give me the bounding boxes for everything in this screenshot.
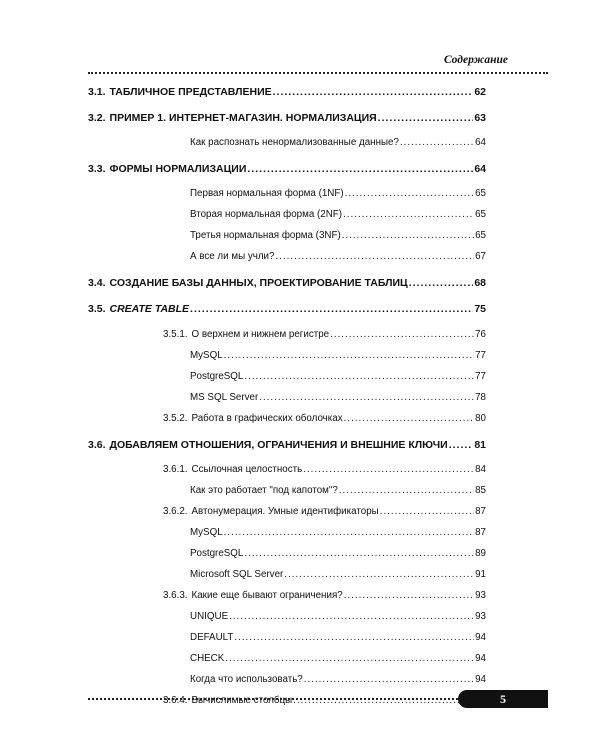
toc-entry-text: ПРИМЕР 1. ИНТЕРНЕТ-МАГАЗИН. НОРМАЛИЗАЦИЯ (109, 112, 377, 124)
page-number-badge: 5 (458, 690, 548, 708)
toc-entry-page: 64 (475, 137, 486, 148)
toc-entry-number: 3.4. (88, 277, 106, 289)
toc-dot-leader (339, 485, 474, 496)
toc-section-entry (190, 485, 486, 496)
toc-dot-leader (342, 230, 474, 241)
toc-entry-page: 94 (475, 632, 486, 643)
toc-entry-text: Работа в графических оболочках (191, 413, 343, 424)
toc-section-entry (163, 413, 486, 424)
toc-entry-number: 3.5.1. (163, 329, 188, 340)
toc-entry-title (190, 632, 233, 643)
toc-entry-text: СОЗДАНИЕ БАЗЫ ДАННЫХ, ПРОЕКТИРОВАНИЕ ТАБЛИЦ (109, 277, 408, 289)
toc-entry-text: Ссылочная целостность (191, 464, 303, 475)
toc-entry-page: 80 (475, 413, 486, 424)
toc-dot-leader (275, 251, 474, 262)
toc-entry-title (190, 371, 243, 382)
toc-entry-page: 64 (474, 163, 486, 175)
toc-entry-text: ТАБЛИЧНОЕ ПРЕДСТАВЛЕНИЕ (109, 86, 272, 98)
toc-entry-text: DEFAULT (190, 632, 234, 643)
toc-entry-page: 94 (475, 674, 486, 685)
toc-entry-text: Когда что использовать? (190, 674, 303, 685)
toc-entry-title (190, 569, 283, 580)
toc-entry-text: Вторая нормальная форма (2NF) (190, 209, 343, 220)
toc-dot-leader (303, 464, 474, 475)
toc-entry-page: 77 (475, 371, 486, 382)
toc-entry-text: Как распознать ненормализованные данные? (190, 137, 399, 148)
toc-dot-leader (344, 413, 474, 424)
toc-entry-title (190, 548, 243, 559)
toc-entry-text: Вычислимые столбцы (191, 695, 293, 706)
toc-entry-text: CREATE TABLE (109, 303, 190, 315)
toc-entry-page: 62 (474, 86, 486, 98)
toc-dot-leader (190, 303, 473, 315)
toc-dot-leader (330, 329, 474, 340)
toc-entry-number: 3.6.3. (163, 590, 188, 601)
toc-entry-number: 3.6.1. (163, 464, 188, 475)
toc-chapter-entry (88, 86, 486, 98)
toc-entry-text: MySQL (190, 350, 223, 361)
toc-section-entry (190, 137, 486, 148)
toc-entry-title (163, 590, 343, 601)
toc-dot-leader (229, 611, 474, 622)
toc-entry-text: MS SQL Server (190, 392, 259, 403)
toc-entry-title (190, 674, 303, 685)
toc-entry-number: 3.3. (88, 163, 106, 175)
toc-dot-leader (409, 277, 474, 289)
toc-entry-text: О верхнем и нижнем регистре (191, 329, 330, 340)
toc-dot-leader (273, 86, 474, 98)
toc-entry-page: 65 (475, 188, 486, 199)
toc-section-entry (163, 329, 486, 340)
toc-entry-page: 65 (475, 230, 486, 241)
toc-entry-title (88, 303, 189, 315)
toc-entry-text: Как это работает "под капотом"? (190, 485, 338, 496)
toc-entry-page: 76 (475, 329, 486, 340)
toc-section-entry (163, 590, 486, 601)
toc-entry-page: 87 (475, 527, 486, 538)
header-dotted-rule (88, 72, 548, 74)
toc-section-entry (190, 371, 486, 382)
toc-entry-title (190, 653, 224, 664)
toc-entry-text: MySQL (190, 527, 223, 538)
toc-entry-text: Первая нормальная форма (1NF) (190, 188, 344, 199)
toc-section-entry (190, 548, 486, 559)
toc-dot-leader (343, 209, 474, 220)
toc-entry-page: 65 (475, 209, 486, 220)
toc-entry-text: Третья нормальная форма (3NF) (190, 230, 341, 241)
toc-entry-page: 94 (475, 653, 486, 664)
toc-entry-text: PostgreSQL (190, 548, 244, 559)
toc-section-entry (190, 251, 486, 262)
toc-section-entry (190, 653, 486, 664)
toc-entry-page: 93 (475, 611, 486, 622)
toc-section-entry (190, 350, 486, 361)
toc-section-entry (190, 569, 486, 580)
toc-entry-number: 3.1. (88, 86, 106, 98)
toc-dot-leader (304, 674, 474, 685)
toc-entry-number: 3.6.4. (163, 695, 188, 706)
toc-chapter-entry (88, 163, 486, 175)
toc-entry-page: 87 (475, 506, 486, 517)
toc-entry-title (163, 413, 343, 424)
toc-entry-text: Автонумерация. Умные идентификаторы (191, 506, 379, 517)
toc-dot-leader (449, 439, 474, 451)
page-footer (88, 690, 550, 708)
toc-entry-title (88, 439, 448, 451)
toc-entry-title (190, 527, 223, 538)
toc-section-entry (190, 209, 486, 220)
footer-dotted-rule (88, 698, 458, 700)
toc-entry-page: 85 (475, 485, 486, 496)
toc-section-entry (190, 611, 486, 622)
toc-entry-text: PostgreSQL (190, 371, 244, 382)
toc-dot-leader (224, 350, 474, 361)
toc-dot-leader (345, 188, 474, 199)
toc-entry-title (190, 137, 399, 148)
toc-section-entry (190, 527, 486, 538)
toc-entry-page: 81 (474, 439, 486, 451)
toc-dot-leader (224, 527, 474, 538)
toc-entry-title (88, 86, 272, 98)
toc-entry-page: 93 (475, 590, 486, 601)
toc-entry-page: 91 (475, 569, 486, 580)
toc-section-entry (163, 464, 486, 475)
toc-entry-title (88, 277, 408, 289)
toc-entry-title (190, 392, 258, 403)
toc-dot-leader (244, 548, 474, 559)
toc-entry-number: 3.6.2. (163, 506, 188, 517)
toc-section-entry (190, 674, 486, 685)
toc-entry-text: UNIQUE (190, 611, 229, 622)
toc-entry-title (190, 251, 274, 262)
toc-entry-text: CHECK (190, 653, 225, 664)
toc-dot-leader (244, 371, 474, 382)
toc-entry-title (190, 209, 342, 220)
toc-entry-number: 3.2. (88, 112, 106, 124)
toc-entry-number: 3.6. (88, 439, 106, 451)
toc-entry-title (88, 112, 377, 124)
toc-section-entry (163, 506, 486, 517)
toc-entry-text: А все ли мы учли? (190, 251, 275, 262)
toc-entry-page: 78 (475, 392, 486, 403)
toc-entry-text: Microsoft SQL Server (190, 569, 284, 580)
toc-chapter-entry (88, 439, 486, 451)
toc-entry-text: ФОРМЫ НОРМАЛИЗАЦИИ (109, 163, 247, 175)
toc-dot-leader (284, 569, 474, 580)
toc-section-entry (190, 230, 486, 241)
running-header-title: Содержание (443, 54, 508, 66)
toc-chapter-entry (88, 277, 486, 289)
toc-dot-leader (344, 590, 474, 601)
toc-section-entry (190, 392, 486, 403)
toc-dot-leader (378, 112, 474, 124)
toc-entry-text: Какие еще бывают ограничения? (191, 590, 343, 601)
toc-dot-leader (380, 506, 474, 517)
toc-entry-page: 67 (475, 251, 486, 262)
toc-entry-title (190, 188, 344, 199)
toc-entry-number: 3.5. (88, 303, 106, 315)
toc-entry-title (190, 611, 228, 622)
toc-dot-leader (225, 653, 474, 664)
toc-entry-title (190, 485, 338, 496)
toc-entry-page: 75 (474, 303, 486, 315)
toc-entry-title (163, 464, 302, 475)
toc-chapter-entry (88, 112, 486, 124)
toc-entry-page: 89 (475, 548, 486, 559)
toc-entry-page: 77 (475, 350, 486, 361)
toc-entry-title (88, 163, 246, 175)
toc-entry-page: 68 (474, 277, 486, 289)
toc-dot-leader (259, 392, 474, 403)
toc-dot-leader (247, 163, 473, 175)
toc-entry-title (163, 506, 379, 517)
toc-dot-leader (234, 632, 474, 643)
toc-section-entry (190, 632, 486, 643)
toc-section-entry (190, 188, 486, 199)
toc-entry-page: 84 (475, 464, 486, 475)
toc-entry-text: ДОБАВЛЯЕМ ОТНОШЕНИЯ, ОГРАНИЧЕНИЯ И ВНЕШНИЕ КЛЮЧИ (109, 439, 448, 451)
toc-entry-number: 3.5.2. (163, 413, 188, 424)
toc-chapter-entry (88, 303, 486, 315)
toc-entry-page: 63 (474, 112, 486, 124)
toc-dot-leader (400, 137, 474, 148)
toc-entry-title (190, 350, 223, 361)
toc-entry-title (190, 230, 341, 241)
toc-entry-title (163, 329, 329, 340)
